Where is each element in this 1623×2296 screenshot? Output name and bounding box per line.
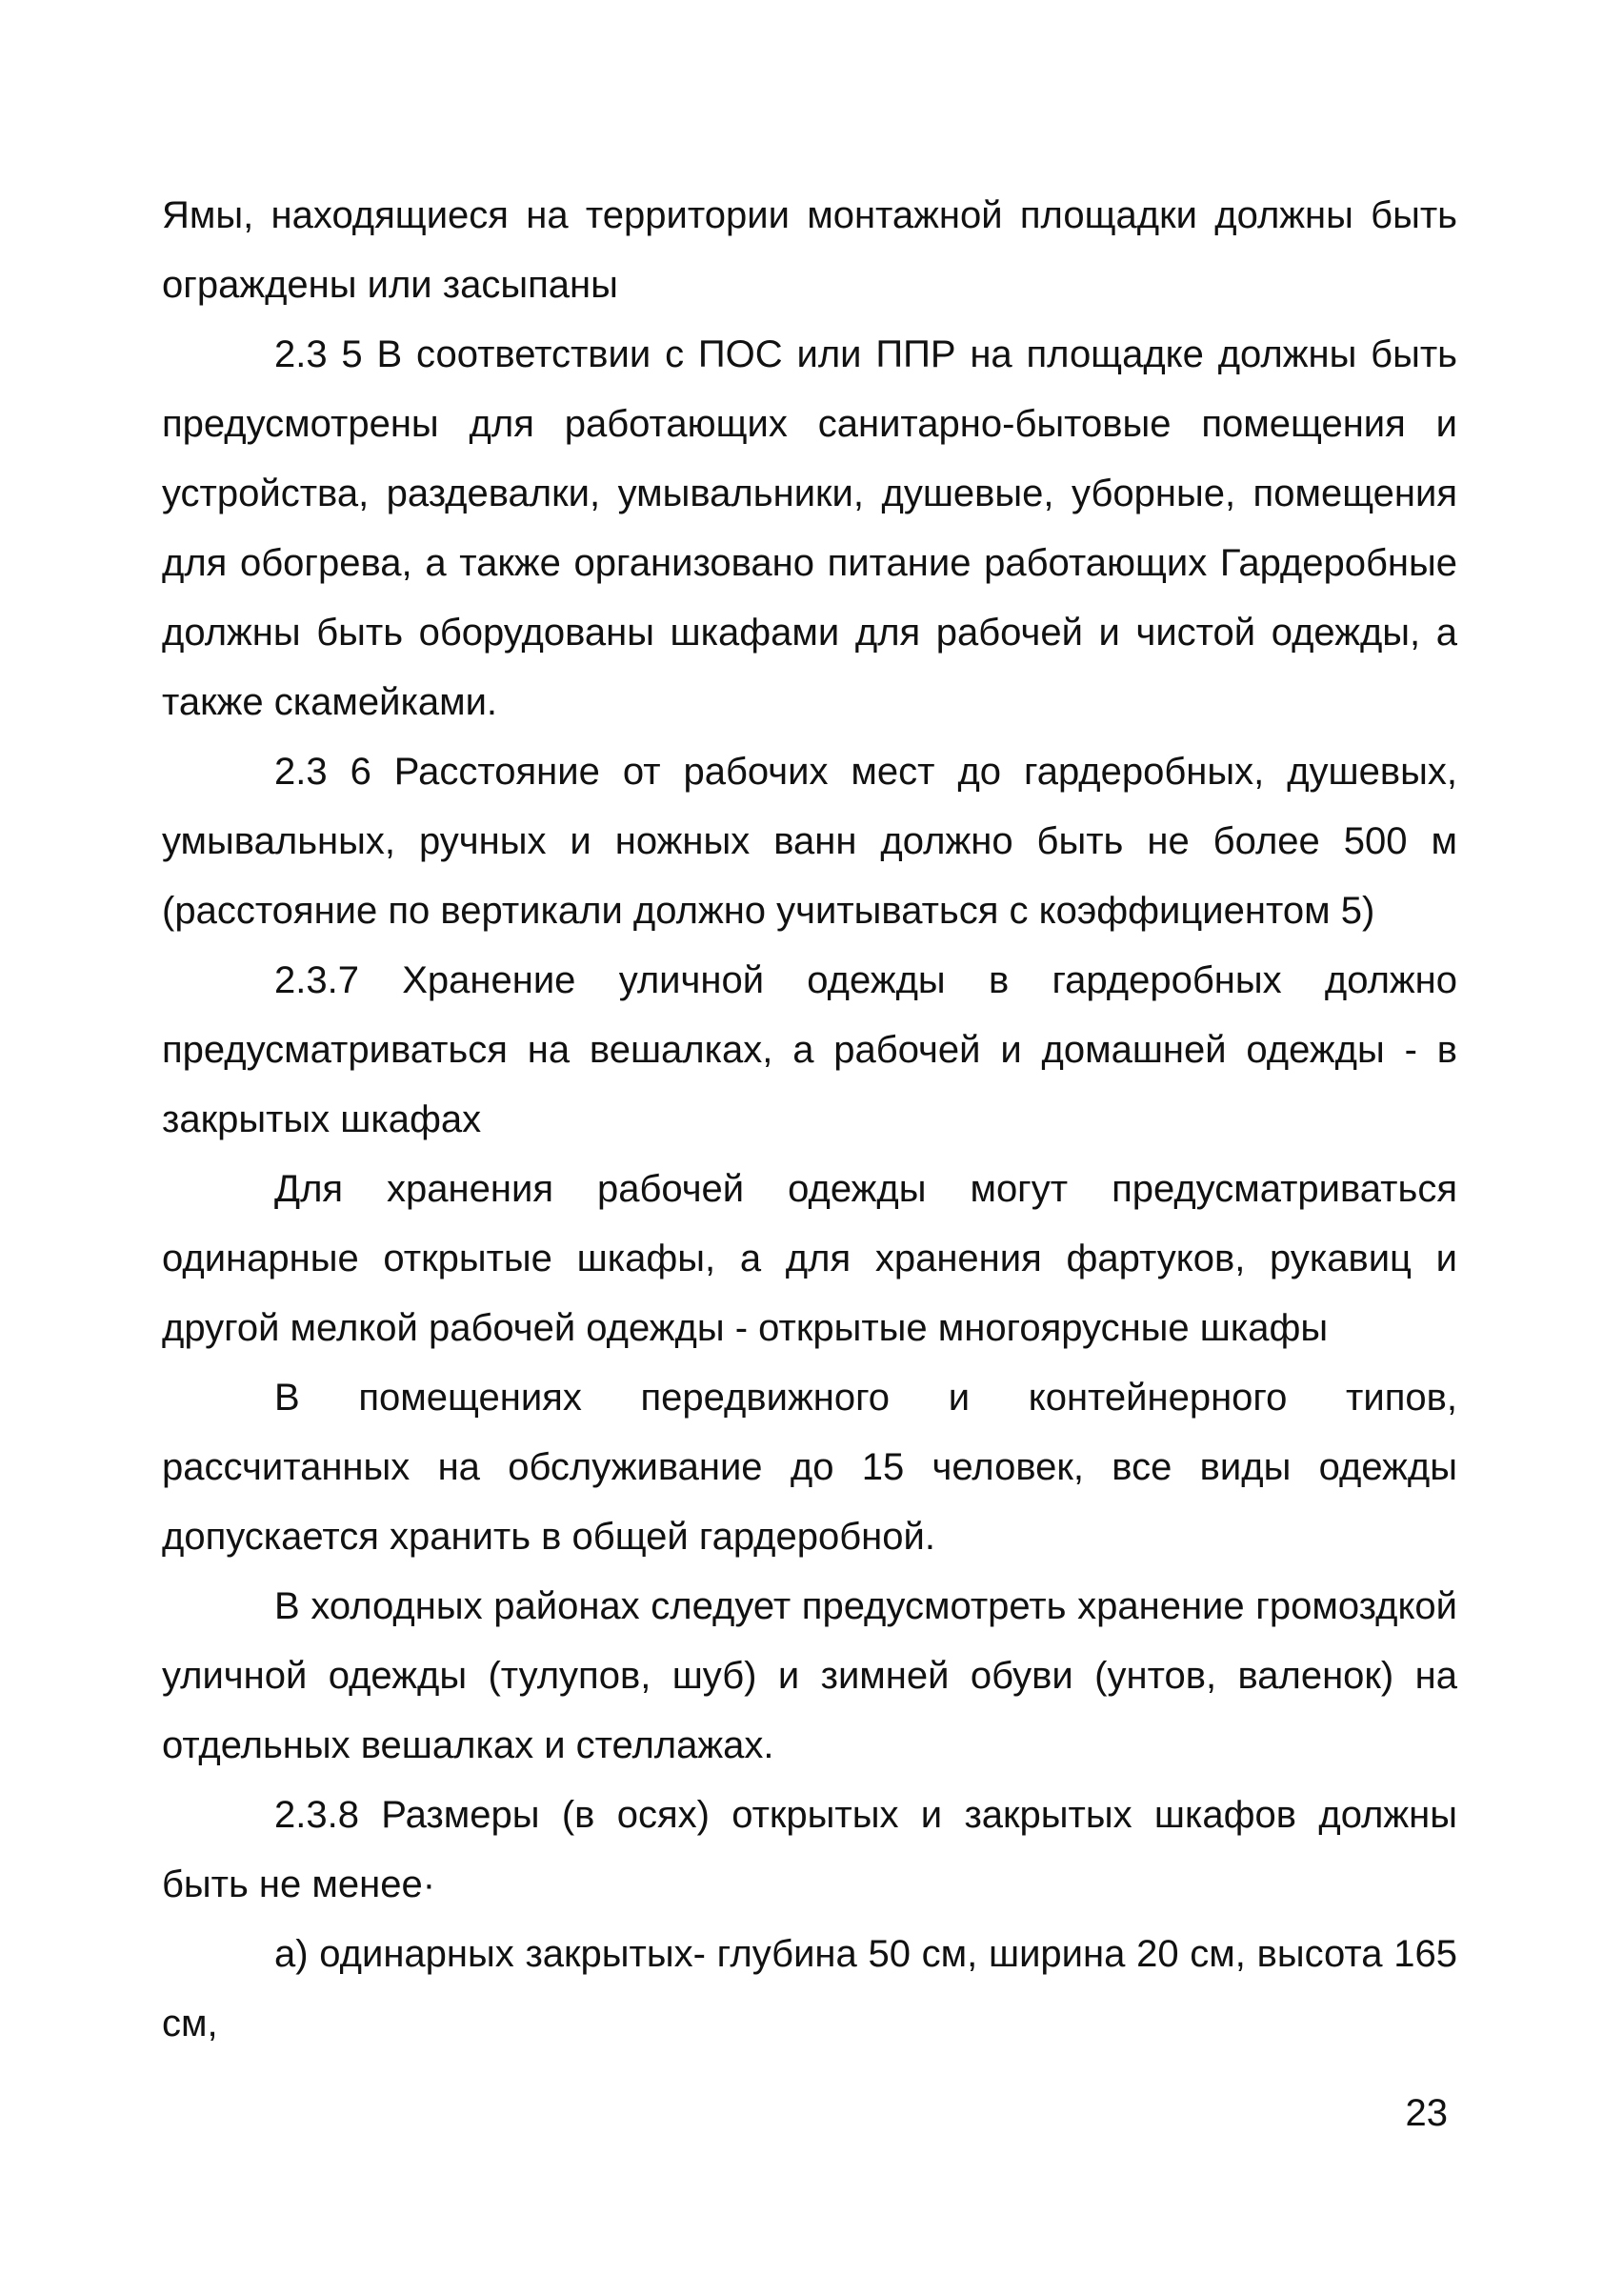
paragraph-2-3-5: 2.3 5 В соответствии с ПОС или ППР на площадке должны быть предусмотрены для работающих санитарно-бытовые помещения и устройства, раздевалки, умывальники, душевые, уборные, помещения для обогрева, а также организовано питание работающих Гардеробные должны быть оборудованы шкафами для рабочей и чистой одежды, а также скамейками. xyxy=(162,333,1457,723)
paragraph-2-3-6: 2.3 6 Расстояние от рабочих мест до гардеробных, душевых, умывальных, ручных и ножных ванн должно быть не более 500 м (расстояние по вертикали должно учитываться с коэффициентом 5) xyxy=(162,751,1457,932)
paragraph-mobile-rooms: В помещениях передвижного и контейнерного типов, рассчитанных на обслуживание до 15 человек, все виды одежды допускается хранить в общей гардеробной. xyxy=(162,1377,1457,1558)
paragraph-pits: Ямы, находящиеся на территории монтажной площадки должны быть ограждены или засыпаны xyxy=(162,194,1457,306)
paragraph-cold-regions: В холодных районах следует предусмотреть хранение громоздкой уличной одежды (тулупов, шуб) и зимней обуви (унтов, валенок) на отдельных вешалках и стеллажах. xyxy=(162,1585,1457,1766)
paragraph-work-clothes: Для хранения рабочей одежды могут предусматриваться одинарные открытые шкафы, а для хранения фартуков, рукавиц и другой мелкой рабочей одежды - открытые многоярусные шкафы xyxy=(162,1168,1457,1349)
paragraph-item-a: а) одинарных закрытых- глубина 50 см, ширина 20 см, высота 165 см, xyxy=(162,1933,1457,2044)
paragraph-2-3-7: 2.3.7 Хранение уличной одежды в гардеробных должно предусматриваться на вешалках, а рабочей и домашней одежды - в закрытых шкафах xyxy=(162,959,1457,1140)
paragraph-2-3-8: 2.3.8 Размеры (в осях) открытых и закрытых шкафов должны быть не менее· xyxy=(162,1794,1457,1905)
page-number: 23 xyxy=(1405,2092,1448,2134)
body-text xyxy=(162,181,1457,2059)
